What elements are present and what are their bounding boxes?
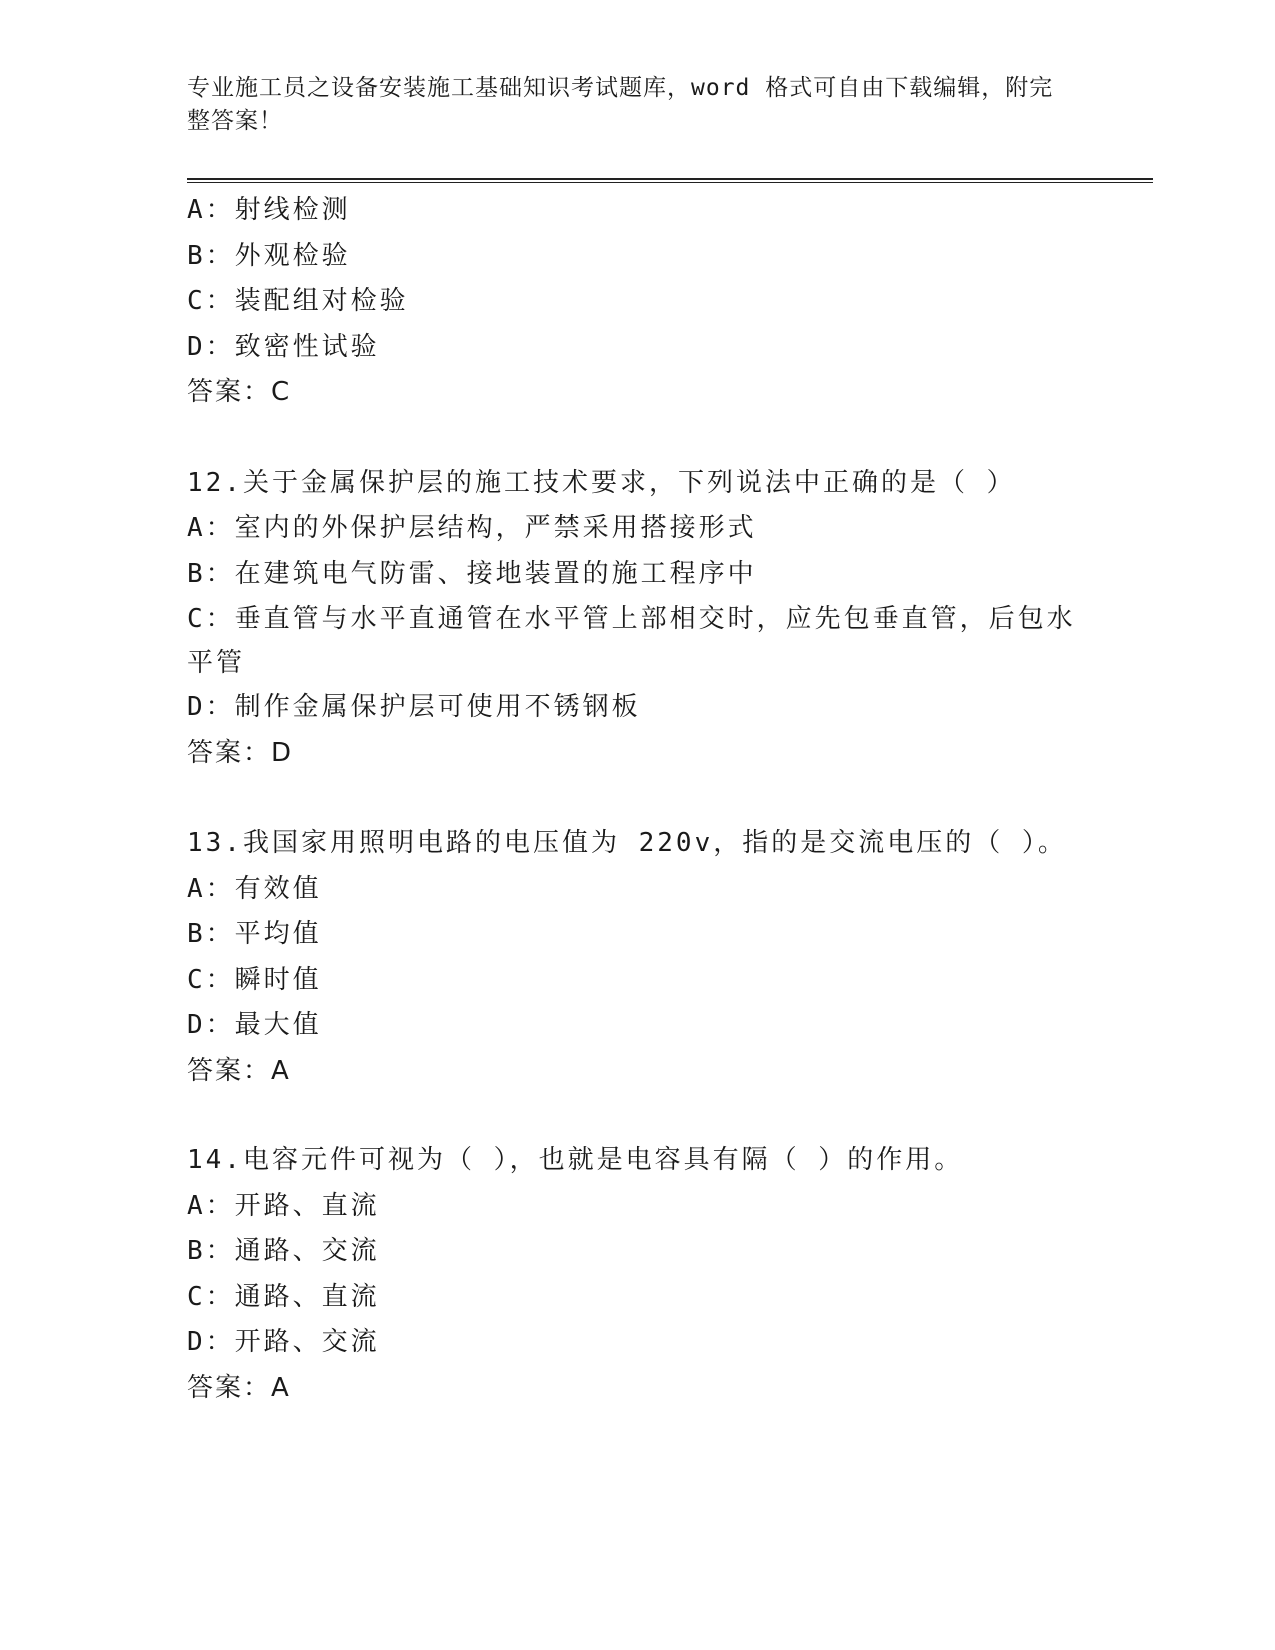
spacer [187,416,1087,461]
spacer [187,776,1087,821]
q14-option-d: D：开路、交流 [187,1327,380,1357]
q14-answer: 答案：A [187,1372,291,1403]
q13-stem: 13.我国家用照明电路的电压值为 220v，指的是交流电压的（ ）。 [187,828,1067,858]
q12-stem: 12.关于金属保护层的施工技术要求，下列说法中正确的是（ ） [187,467,1016,498]
q14-option-a: A：开路、直流 [187,1190,380,1221]
q13-option-b: B：平均值 [187,919,322,949]
q13-option-a: A：有效值 [187,873,322,904]
header-rule-thin [187,182,1153,183]
q12-option-b: B：在建筑电气防雷、接地装置的施工程序中 [187,558,757,589]
q14-option-c: C：通路、直流 [187,1281,380,1312]
q14-stem: 14.电容元件可视为（ ），也就是电容具有隔（ ）的作用。 [187,1145,964,1175]
q11-option-c: C：装配组对检验 [187,286,409,316]
document-header: 专业施工员之设备安装施工基础知识考试题库，word 格式可自由下载编辑，附完整答案！ [187,75,1054,134]
question-12-block [187,461,1087,777]
q14-option-b: B：通路、交流 [187,1236,380,1266]
question-content [187,188,1087,1411]
q13-option-d: D：最大值 [187,1010,322,1040]
question-13-block [187,821,1087,1094]
q11-option-d: D：致密性试验 [187,331,380,362]
q12-option-c: C：垂直管与水平直通管在水平管上部相交时，应先包垂直管，后包水平管 [187,604,1076,678]
q11-answer: 答案：C [187,377,292,407]
header-rule-thick [187,178,1153,180]
q12-option-d: D：制作金属保护层可使用不锈钢板 [187,692,641,722]
q12-option-a: A：室内的外保护层结构，严禁采用搭接形式 [187,513,757,543]
question-11-block [187,188,1087,416]
spacer [187,1094,1087,1138]
q12-answer: 答案：D [187,737,294,768]
q13-option-c: C：瞬时值 [187,964,322,995]
q11-option-a: A：射线检测 [187,195,351,225]
question-14-block [187,1138,1087,1411]
q11-option-b: B：外观检验 [187,240,351,271]
q13-answer: 答案：A [187,1055,291,1086]
